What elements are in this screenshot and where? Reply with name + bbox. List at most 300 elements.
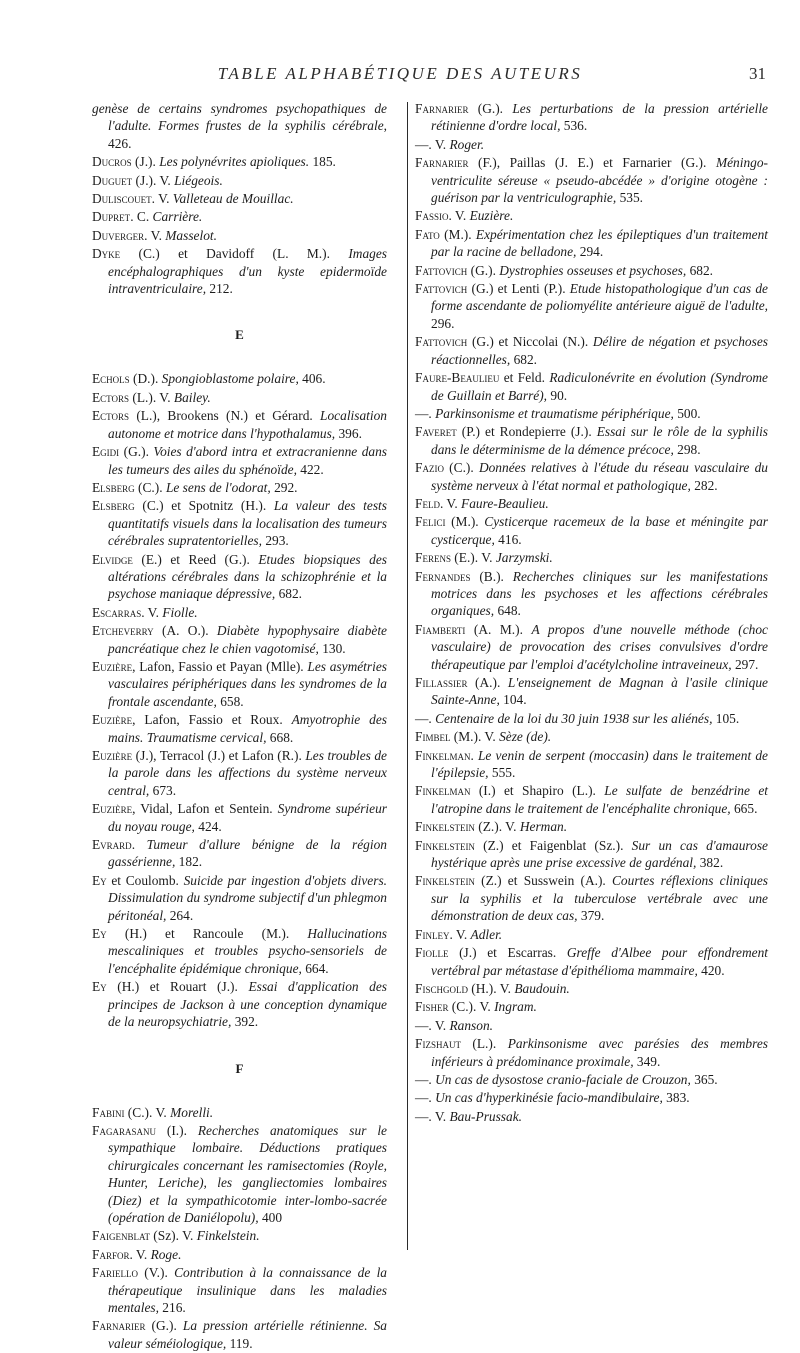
index-entry bbox=[415, 405, 768, 422]
entry-title: genèse de certains syndromes psychopathiques de l'adulte. Formes frustes de la syphilis cérébrale bbox=[92, 101, 387, 134]
entry-title: Radiculonévrite en évolution (Syndrome de Guillain et Barré), bbox=[431, 370, 768, 403]
entry-title: Ranson. bbox=[449, 1017, 494, 1033]
entry-authors-rest: (Z.) et Susswein (A.). bbox=[474, 873, 612, 889]
entry-author: Fimbel bbox=[415, 729, 451, 745]
entry-page-ref: 104. bbox=[499, 692, 527, 708]
entry-title: A propos d'une nouvelle méthode (choc vasculaire) de provocation des crises convulsives d'ordre thérapeutique par l'emploi d'acétylcholine intraveineux, bbox=[431, 621, 768, 672]
entry-authors-rest: —. V. bbox=[415, 1017, 450, 1033]
entry-title: Essai d'application des principes de Jackson à une conception dynamique de la neuropsychiatrie, bbox=[108, 979, 388, 1030]
entry-title: Le venin de serpent (moccasin) dans le traitement de l'épilepsie, bbox=[431, 747, 768, 781]
entry-title: Fiolle. bbox=[162, 604, 198, 620]
index-entry bbox=[92, 800, 387, 835]
entry-page-ref: 392. bbox=[231, 1014, 259, 1030]
entry-author: Fassio bbox=[415, 208, 449, 224]
entry-author: Duguet bbox=[92, 172, 133, 188]
entry-title: Sur un cas d'amaurose hystérique après une prise excessive de gardénal, bbox=[431, 837, 768, 871]
entry-page-ref: 292. bbox=[270, 479, 298, 495]
entry-author: Farnarier bbox=[92, 1318, 146, 1334]
index-entry bbox=[415, 100, 768, 135]
entry-authors-rest: . V. bbox=[448, 208, 470, 224]
index-entry bbox=[92, 747, 387, 799]
entry-title: Suicide par ingestion d'objets divers. Dissimulation du syndrome subjectif d'un phlegmon péritonéal, bbox=[108, 872, 388, 923]
index-entry bbox=[415, 136, 768, 153]
entry-author: Euzière bbox=[92, 801, 133, 817]
entry-page-ref: 396. bbox=[335, 425, 362, 441]
page-title: TABLE ALPHABÉTIQUE DES AUTEURS bbox=[217, 64, 583, 83]
entry-title: Greffe d'Albee pour effondrement vertébral par métastase d'épithélioma mammaire, bbox=[431, 945, 768, 978]
index-entry bbox=[415, 262, 768, 279]
entry-authors-rest: (I.). bbox=[155, 1122, 198, 1138]
entry-title: Sèze (de). bbox=[499, 729, 552, 745]
index-columns bbox=[0, 100, 800, 1353]
index-entry bbox=[415, 568, 768, 620]
entry-author: Echols bbox=[92, 371, 130, 387]
entry-author: Fabini bbox=[92, 1104, 125, 1120]
entry-page-ref: 294. bbox=[576, 244, 604, 260]
index-entry bbox=[92, 925, 387, 977]
entry-authors-rest: —. bbox=[415, 710, 436, 726]
column-divider bbox=[407, 102, 408, 1250]
entry-title: Voies d'abord intra et extracranienne dans les tumeurs des ailes du sphénoïde, bbox=[108, 444, 387, 477]
entry-title: Faure-Beaulieu. bbox=[461, 495, 549, 511]
entry-authors-rest: . V. bbox=[439, 495, 462, 511]
entry-authors-rest: . V. bbox=[129, 1246, 151, 1262]
index-entry bbox=[415, 926, 768, 943]
index-entry bbox=[415, 818, 768, 835]
entry-page-ref: 212. bbox=[206, 281, 233, 297]
entry-title: Tumeur d'allure bénigne de la région gassérienne, bbox=[108, 837, 387, 870]
entry-authors-rest: (L.), Brookens (N.) et Gérard. bbox=[129, 408, 321, 424]
entry-author: Finkelman bbox=[415, 747, 471, 763]
entry-authors-rest: (E.). V. bbox=[450, 550, 496, 566]
entry-author: Fagarasanu bbox=[92, 1122, 156, 1138]
entry-author: Fattovich bbox=[415, 334, 468, 350]
entry-author: Ey bbox=[92, 926, 107, 942]
entry-page-ref: 536. bbox=[560, 118, 588, 134]
entry-author: Etcheverry bbox=[92, 623, 154, 639]
entry-author: Fato bbox=[415, 226, 440, 242]
entry-authors-rest: (C.). bbox=[443, 460, 479, 476]
entry-authors-rest: (A.). bbox=[467, 675, 508, 690]
entry-authors-rest: (M.). V. bbox=[450, 729, 500, 745]
section-letter: E bbox=[235, 327, 244, 343]
index-entry bbox=[92, 443, 387, 478]
entry-authors-rest: (A. O.). bbox=[153, 623, 217, 639]
index-entry bbox=[92, 479, 387, 496]
page-number: 31 bbox=[749, 64, 766, 83]
entry-author: Dupret bbox=[92, 209, 131, 225]
entry-page-ref: 264. bbox=[166, 907, 194, 923]
index-entry bbox=[415, 423, 768, 458]
entry-page-ref: 298. bbox=[673, 441, 701, 457]
entry-authors-rest: (H.) et Rouart (J.). bbox=[106, 979, 249, 995]
index-entry bbox=[415, 1108, 768, 1125]
index-entry bbox=[415, 998, 768, 1015]
entry-authors-rest: . V. bbox=[449, 926, 471, 942]
entry-title: Un cas de dysostose cranio-faciale de Crouzon, bbox=[435, 1071, 691, 1087]
index-entry bbox=[415, 333, 768, 368]
index-entry bbox=[415, 207, 768, 224]
entry-page-ref: 282. bbox=[690, 477, 718, 493]
index-entry bbox=[415, 728, 768, 745]
index-entry bbox=[415, 369, 768, 404]
entry-title: Euzière. bbox=[469, 208, 514, 224]
entry-title: Méningo-ventriculite séreuse « pseudo-abcédée » d'origine otogène : guérison par la ventriculographie, bbox=[431, 155, 768, 206]
entry-page-ref: 500. bbox=[673, 405, 701, 421]
entry-title: Roger. bbox=[449, 136, 485, 152]
entry-authors-rest: (G.). bbox=[468, 101, 513, 116]
entry-authors-rest: (H.) et Rancoule (M.). bbox=[106, 926, 308, 942]
entry-page-ref: 682. bbox=[275, 586, 302, 602]
index-entry bbox=[92, 1104, 387, 1121]
entry-title: Les troubles de la parole dans les affections du système nerveux central, bbox=[108, 748, 387, 798]
entry-authors-rest: (L.). bbox=[460, 1036, 508, 1052]
entry-author: Duverger bbox=[92, 227, 145, 243]
index-entry bbox=[415, 513, 768, 548]
entry-title: Contribution à la connaissance de la thérapeutique insulinique dans les maladies mentales, bbox=[108, 1265, 387, 1315]
entry-page-ref: 658. bbox=[216, 693, 244, 709]
index-entry bbox=[92, 172, 387, 189]
entry-page-ref: 668. bbox=[266, 729, 294, 745]
entry-authors-rest: (G.). bbox=[467, 262, 500, 278]
entry-title: Carrière. bbox=[152, 209, 203, 225]
index-entry bbox=[92, 227, 387, 244]
section-letter: F bbox=[235, 1060, 244, 1076]
index-entry bbox=[92, 658, 387, 710]
entry-authors-rest: (Z.). V. bbox=[474, 819, 520, 835]
entry-authors-rest: , Lafon, Fassio et Payan (Mlle). bbox=[132, 658, 308, 674]
index-entry bbox=[92, 836, 387, 871]
entry-authors-rest: —. V. bbox=[415, 136, 450, 152]
entry-title: Cysticerque racemeux de la base et méningite par cysticerque, bbox=[431, 514, 768, 547]
entry-authors-rest: (D.). bbox=[129, 371, 162, 387]
entry-author: Fernandes bbox=[415, 568, 471, 584]
entry-title: L'enseignement de Magnan à l'asile clinique Sainte-Anne, bbox=[431, 675, 768, 708]
entry-authors-rest: . V. bbox=[141, 604, 163, 620]
entry-authors-rest: (I.) et Shapiro (L.). bbox=[470, 783, 605, 799]
entry-title: Expérimentation chez les épileptiques d'un traitement par la racine de belladone, bbox=[431, 226, 768, 260]
index-entry bbox=[92, 497, 387, 549]
entry-title: Diabète hypophysaire diabète pancréatique chez le chien vagotomisé, bbox=[108, 623, 387, 656]
entry-authors-rest: (F.), Paillas (J. E.) et Farnarier (G.). bbox=[468, 155, 716, 171]
entry-author: Evrard bbox=[92, 837, 132, 853]
entry-authors-rest: (G.). bbox=[145, 1318, 183, 1334]
entry-authors-rest: (E.) et Reed (G.). bbox=[132, 551, 259, 567]
entry-authors-rest: (G.) et Lenti (P.). bbox=[467, 281, 570, 297]
entry-authors-rest: (Z.) et Faigenblat (Sz.). bbox=[474, 837, 632, 853]
entry-title: Valleteau de Mouillac. bbox=[172, 191, 294, 207]
entry-title: Les asymétries vasculaires périphériques dans les syndromes de la frontale ascendante, bbox=[108, 658, 387, 709]
entry-page-ref: 297. bbox=[731, 656, 759, 672]
index-entry bbox=[415, 674, 768, 709]
entry-authors-rest: (C.) et Spotnitz (H.). bbox=[134, 498, 274, 514]
entry-author: Finkelman bbox=[415, 783, 471, 799]
entry-author: Feld bbox=[415, 495, 440, 511]
entry-author: Faigenblat bbox=[92, 1228, 150, 1244]
entry-authors-rest: (J.) et Escarras. bbox=[448, 945, 567, 961]
right-column bbox=[400, 100, 793, 1353]
entry-author: Ferens bbox=[415, 550, 451, 566]
entry-authors-rest: (Sz). V. bbox=[149, 1228, 197, 1244]
entry-page-ref: 535. bbox=[616, 190, 644, 206]
entry-authors-rest: (G.). bbox=[119, 444, 154, 460]
index-entry bbox=[92, 711, 387, 746]
entry-page-ref: 422. bbox=[296, 461, 324, 477]
entry-title: Parkinsonisme avec parésies des membres inférieurs à prédominance proximale, bbox=[431, 1036, 768, 1069]
index-entry bbox=[92, 389, 387, 406]
entry-title: Hallucinations mescaliniques et troubles psycho-sensoriels de l'encéphalite épidémique chronique, bbox=[108, 926, 387, 976]
entry-title: Jarzymski. bbox=[495, 550, 553, 566]
index-entry bbox=[92, 1246, 387, 1263]
entry-title: Recherches cliniques sur les manifestations motrices dans les psychoses et les affections cérébrales organiques, bbox=[431, 568, 768, 619]
entry-author: Fiolle bbox=[415, 945, 449, 961]
entry-author: Fiamberti bbox=[415, 621, 466, 637]
index-entry bbox=[92, 153, 387, 170]
entry-author: Fischgold bbox=[415, 980, 468, 996]
index-entry bbox=[415, 459, 768, 494]
entry-title: Baudouin. bbox=[514, 980, 570, 996]
entry-title: Adler. bbox=[470, 926, 503, 942]
entry-authors-rest: (B.). bbox=[470, 568, 513, 584]
entry-author: Fattovich bbox=[415, 281, 468, 297]
left-column bbox=[0, 100, 400, 1353]
entry-author: Ducros bbox=[92, 154, 132, 170]
entry-title: Courtes réflexions cliniques sur la syphilis et la tuberculose vertébrale avec une démonstration de deux cas, bbox=[431, 873, 768, 924]
entry-title: Masselot. bbox=[165, 227, 217, 243]
entry-page-ref: 105. bbox=[712, 710, 740, 726]
entry-title: Etude histopathologique d'un cas de forme ascendante de poliomyélite antérieure aiguë de l'adulte, bbox=[431, 281, 768, 314]
index-entry bbox=[92, 872, 387, 924]
entry-title: Spongioblastome polaire, bbox=[161, 371, 299, 387]
entry-title: Parkinsonisme et traumatisme périphérique, bbox=[435, 405, 674, 421]
entry-page-ref: 90. bbox=[547, 387, 568, 403]
entry-authors-rest: . V. bbox=[144, 227, 166, 243]
entry-title: Le sens de l'odorat, bbox=[165, 479, 271, 495]
index-entry bbox=[92, 978, 387, 1030]
entry-author: Ey bbox=[92, 872, 107, 888]
entry-authors-rest: (J.). bbox=[131, 154, 160, 170]
entry-authors-rest: (G.) et Niccolai (N.). bbox=[467, 334, 593, 350]
index-entry bbox=[415, 226, 768, 261]
index-entry bbox=[92, 190, 387, 207]
entry-authors-rest: (J.). V. bbox=[132, 172, 175, 188]
entry-page-ref: 664. bbox=[301, 960, 329, 976]
entry-author: Egidi bbox=[92, 444, 120, 460]
entry-author: Finley bbox=[415, 926, 450, 942]
entry-title: Bau-Prussak. bbox=[449, 1108, 523, 1124]
entry-page-ref: 382. bbox=[696, 855, 724, 871]
entry-author: Fizshaut bbox=[415, 1036, 461, 1052]
entry-authors-rest: —. V. bbox=[415, 1108, 450, 1124]
entry-authors-rest: (A. M.). bbox=[465, 621, 532, 637]
entry-author: Escarras bbox=[92, 604, 142, 620]
entry-author: Ectors bbox=[92, 408, 130, 424]
entry-author: Faverет bbox=[415, 424, 457, 440]
index-entry bbox=[415, 710, 768, 727]
index-entry bbox=[92, 622, 387, 657]
entry-title: Ingram. bbox=[494, 999, 537, 1015]
entry-author: Elvidge bbox=[92, 551, 133, 567]
entry-page-ref: 420. bbox=[697, 962, 725, 978]
entry-authors-rest: —. bbox=[415, 1090, 436, 1106]
index-entry bbox=[92, 370, 387, 387]
entry-title: La pression artérielle rétinienne. Sa valeur séméiologique, bbox=[108, 1318, 388, 1351]
entry-title: Données relatives à l'étude du réseau vasculaire du système nerveux à l'état normal et pathologique, bbox=[431, 460, 768, 493]
entry-page-ref: 400 bbox=[258, 1209, 283, 1225]
entry-title: Les polynévrites apioliques. bbox=[159, 154, 310, 170]
index-entry bbox=[415, 495, 768, 512]
index-entry bbox=[415, 980, 768, 997]
entry-page-ref: 185. bbox=[309, 154, 336, 170]
entry-page-ref: 673. bbox=[149, 782, 177, 798]
entry-title: Finkelstein. bbox=[196, 1228, 260, 1244]
entry-author: Finkelstein bbox=[415, 819, 475, 835]
entry-authors-rest: . V. bbox=[151, 191, 173, 207]
entry-author: Fisher bbox=[415, 999, 449, 1015]
entry-author: Farnarier bbox=[415, 101, 469, 116]
entry-authors-rest: (H.). V. bbox=[467, 980, 515, 996]
entry-page-ref: 182. bbox=[175, 854, 203, 870]
entry-page-ref: 665. bbox=[730, 800, 758, 816]
entry-title: Les perturbations de la pression artérielle rétinienne d'ordre local, bbox=[431, 101, 768, 134]
entry-authors-rest: , Vidal, Lafon et Sentein. bbox=[132, 801, 278, 817]
index-entry bbox=[415, 1089, 768, 1106]
index-entry bbox=[415, 872, 768, 924]
entry-title: La valeur des tests quantitatifs visuels dans la localisation des tumeurs cérébrales supratentorielles, bbox=[108, 498, 387, 549]
index-entry bbox=[92, 1317, 387, 1352]
running-header bbox=[0, 60, 800, 90]
entry-author: Faure-Beaulieu bbox=[415, 370, 500, 386]
entry-authors-rest: (L.). V. bbox=[129, 389, 174, 405]
index-entry bbox=[415, 621, 768, 673]
entry-page-ref: 416. bbox=[494, 531, 522, 547]
entry-author: Euzière bbox=[92, 748, 133, 763]
entry-authors-rest: (V.). bbox=[137, 1265, 175, 1281]
index-entry bbox=[92, 245, 387, 297]
index-entry bbox=[415, 549, 768, 566]
entry-authors-rest: (C.). V. bbox=[124, 1104, 171, 1120]
index-entry bbox=[415, 1071, 768, 1088]
entry-page-ref: 296. bbox=[431, 315, 455, 331]
entry-page-ref: , 426. bbox=[108, 118, 387, 151]
entry-authors-rest: (C.). bbox=[134, 479, 166, 495]
index-entry bbox=[92, 407, 387, 442]
entry-title: Amyotrophie des mains. Traumatisme cervical, bbox=[108, 712, 387, 745]
index-entry bbox=[92, 1227, 387, 1244]
index-entry bbox=[92, 100, 387, 152]
entry-page-ref: 682. bbox=[686, 262, 713, 278]
entry-title: Délire de négation et psychoses réactionnelles, bbox=[431, 334, 768, 367]
entry-author: Farfor bbox=[92, 1246, 130, 1262]
entry-title: Recherches anatomiques sur le sympathique lombaire. Déductions pratiques chirurgicales concernant les ramisectomies (Royle, Hunter, Leriche), les gangliectomies lombaires (Diez) et la sympathicotomie inter-lombo-sacrée (opération de Daniélopolu), bbox=[108, 1122, 387, 1225]
entry-title: Syndrome supérieur du noyau rouge, bbox=[108, 801, 387, 834]
entry-title: Essai sur le rôle de la syphilis dans le déterminisme de la démence précoce, bbox=[431, 424, 769, 457]
entry-author: Dyke bbox=[92, 246, 121, 262]
entry-title: Herman. bbox=[519, 819, 568, 835]
entry-authors-rest: (M.). bbox=[445, 514, 485, 530]
index-entry bbox=[92, 604, 387, 621]
entry-page-ref: 216. bbox=[158, 1299, 186, 1315]
entry-author: Euzière bbox=[92, 712, 133, 728]
index-entry bbox=[92, 1264, 387, 1316]
index-entry bbox=[415, 837, 768, 872]
entry-title: Bailey. bbox=[173, 389, 211, 405]
entry-page-ref: 682. bbox=[510, 351, 537, 367]
entry-title: Liégeois. bbox=[174, 172, 223, 188]
entry-author: Fillassier bbox=[415, 675, 468, 690]
entry-authors-rest: . bbox=[470, 747, 478, 763]
index-entry bbox=[92, 1122, 387, 1226]
index-entry bbox=[415, 944, 768, 979]
entry-authors-rest: (P.) et Rondepierre (J.). bbox=[456, 424, 597, 440]
entry-title: Centenaire de la loi du 30 juin 1938 sur les aliénés, bbox=[435, 710, 713, 726]
entry-page-ref: 406. bbox=[298, 371, 326, 387]
entry-page-ref: 383. bbox=[662, 1090, 690, 1106]
index-entry bbox=[415, 280, 768, 332]
entry-page-ref: 379. bbox=[577, 908, 605, 924]
entry-page-ref: 293. bbox=[261, 533, 289, 549]
entry-author: Ey bbox=[92, 979, 107, 995]
entry-title: Roge. bbox=[150, 1246, 182, 1262]
entry-title: Etudes biopsiques des altérations cérébrales dans la schizophrénie et la psychose maniaque dépressive, bbox=[108, 551, 387, 602]
index-entry bbox=[415, 747, 768, 782]
entry-page-ref: 119. bbox=[226, 1335, 253, 1351]
entry-authors-rest: (C.). V. bbox=[448, 999, 495, 1015]
entry-author: Finkelstein bbox=[415, 873, 475, 889]
index-entry bbox=[415, 1017, 768, 1034]
entry-page-ref: 424. bbox=[194, 818, 222, 834]
entry-authors-rest: et Coulomb. bbox=[106, 872, 184, 888]
entry-title: Morelli. bbox=[170, 1104, 214, 1120]
entry-authors-rest: —. bbox=[415, 1071, 436, 1087]
entry-authors-rest: et Feld. bbox=[499, 370, 550, 386]
index-entry bbox=[415, 154, 768, 206]
entry-author: Farnarier bbox=[415, 155, 469, 171]
entry-page-ref: 365. bbox=[690, 1071, 718, 1087]
index-entry bbox=[92, 208, 387, 225]
entry-author: Fazio bbox=[415, 460, 444, 476]
entry-title: Le sulfate de benzédrine et l'atropine dans le traitement de l'encéphalite chronique, bbox=[431, 783, 768, 816]
index-entry bbox=[415, 1035, 768, 1070]
entry-author: Felici bbox=[415, 514, 446, 530]
index-entry bbox=[92, 551, 387, 603]
entry-page-ref: 130. bbox=[318, 640, 346, 656]
entry-title: Un cas d'hyperkinésie facio-mandibulaire, bbox=[435, 1090, 663, 1106]
entry-authors-rest: . C. bbox=[130, 209, 153, 225]
entry-page-ref: 648. bbox=[494, 603, 521, 619]
entry-authors-rest: —. bbox=[415, 405, 436, 421]
index-entry bbox=[415, 782, 768, 817]
entry-page-ref: 349. bbox=[633, 1053, 661, 1069]
entry-author: Ectors bbox=[92, 389, 130, 405]
entry-author: Duliscouet bbox=[92, 191, 152, 207]
entry-title: Images encéphalographiques d'un kyste epidermoïde intraventriculaire, bbox=[108, 246, 387, 297]
entry-author: Elsberg bbox=[92, 498, 135, 514]
entry-author: Elsberg bbox=[92, 479, 135, 495]
entry-author: Finkelstein bbox=[415, 837, 475, 853]
entry-authors-rest: . bbox=[131, 837, 147, 853]
entry-title: Localisation autonome et motrice dans l'hypothalamus, bbox=[108, 408, 387, 441]
entry-authors-rest: (M.). bbox=[439, 226, 476, 242]
entry-page-ref: 555. bbox=[488, 765, 516, 781]
entry-authors-rest: (C.) et Davidoff (L. M.). bbox=[120, 246, 349, 262]
entry-author: Fariello bbox=[92, 1265, 138, 1281]
entry-authors-rest: , Lafon, Fassio et Roux. bbox=[132, 712, 292, 728]
entry-author: Euzière bbox=[92, 658, 133, 674]
entry-title: Dystrophies osseuses et psychoses, bbox=[499, 262, 687, 278]
entry-authors-rest: (J.), Terracol (J.) et Lafon (R.). bbox=[132, 748, 306, 763]
entry-author: Fattovich bbox=[415, 262, 468, 278]
